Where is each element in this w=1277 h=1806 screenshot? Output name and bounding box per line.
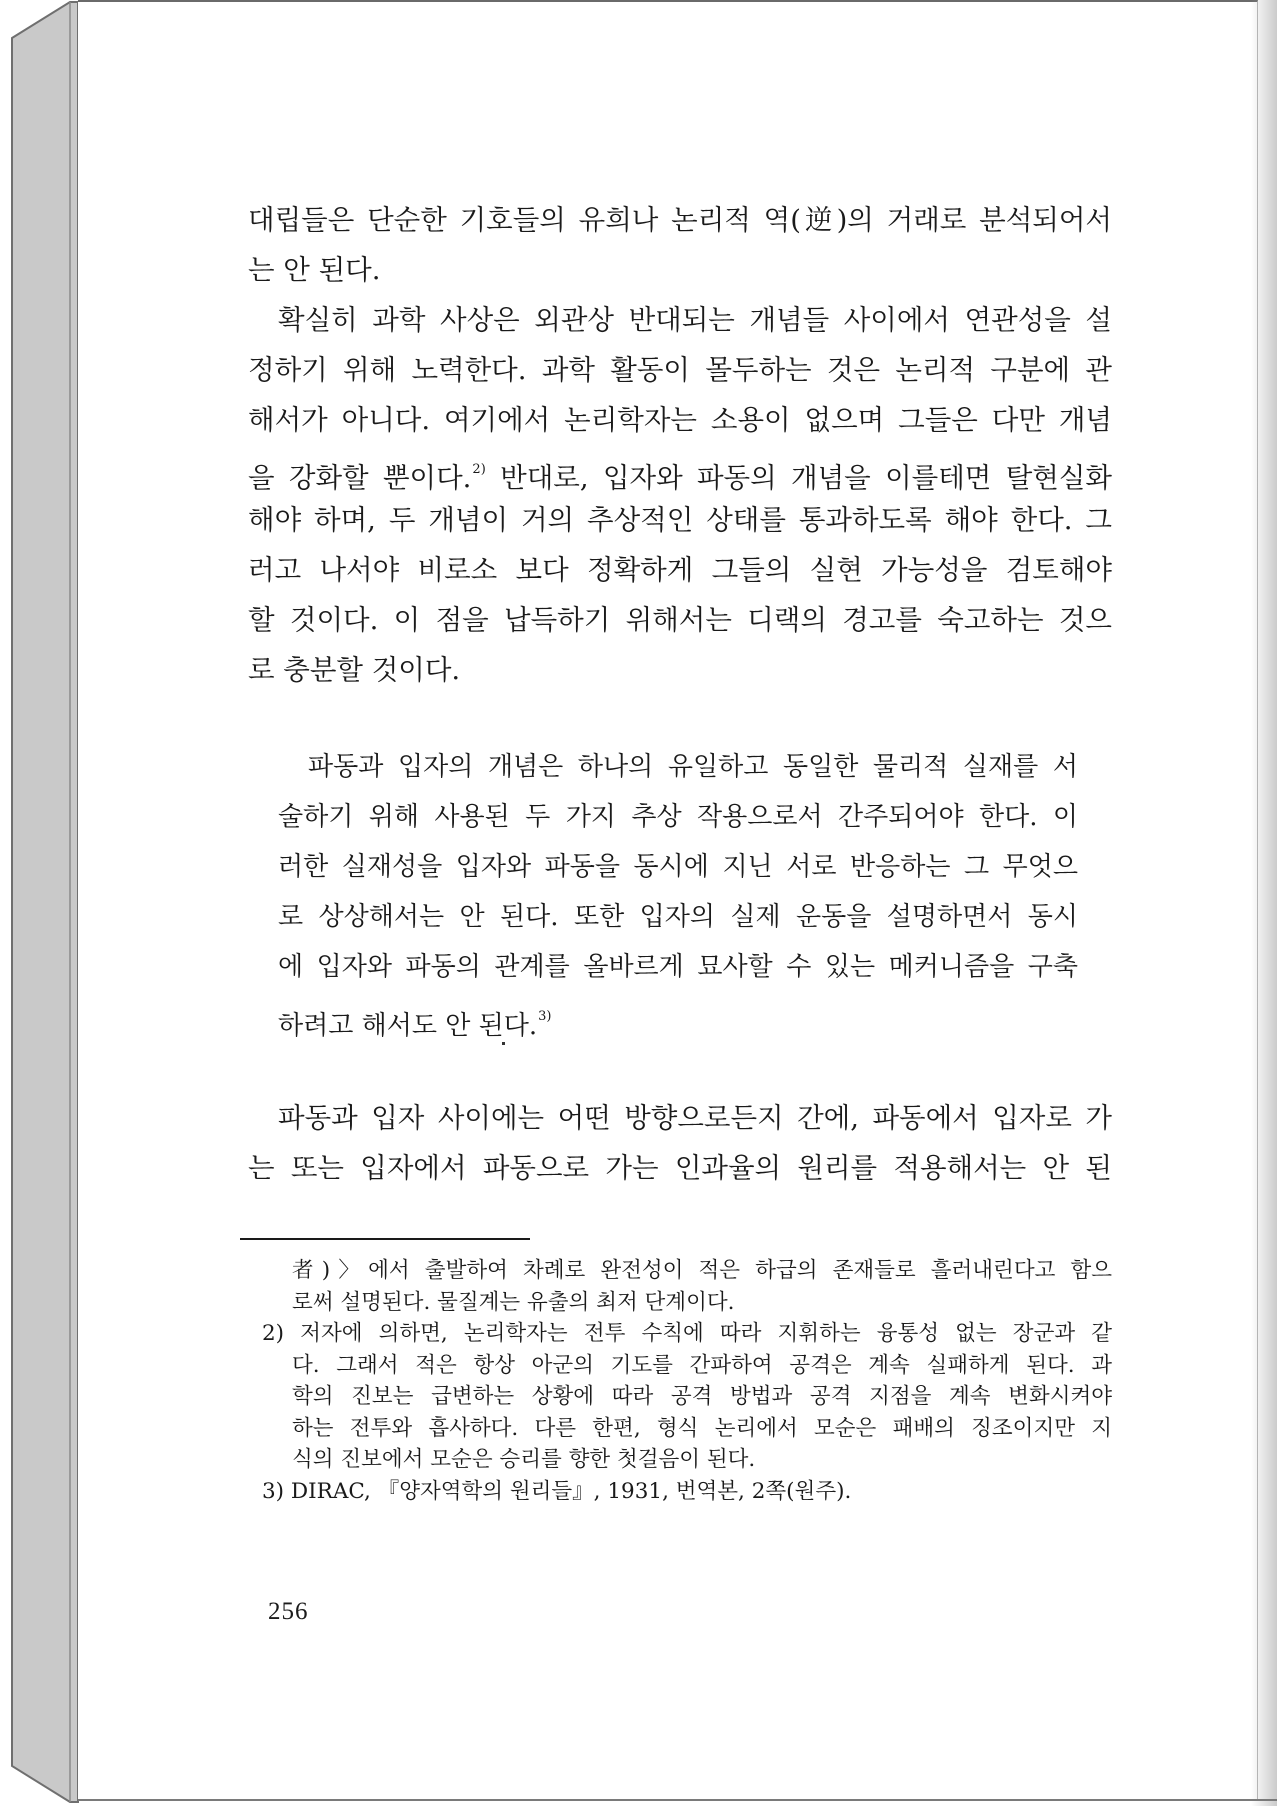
footnotes	[262, 1255, 1112, 1507]
footnote-marker-3: 3)	[538, 1009, 552, 1024]
text-line: 러고 나서야 비로소 보다 정확하게 그들의 실현 가능성을 검토해야	[248, 554, 1112, 586]
text-fragment: 반대로, 입자와 파동의 개념을 이를테면 탈현실화	[500, 462, 1112, 494]
quote-line: 에 입자와 파동의 관계를 올바르게 묘사할 수 있는 메커니즘을 구축	[278, 952, 1078, 982]
footnote-line: 다. 그래서 적은 항상 아군의 기도를 간파하여 공격은 계속 실패하게 된다. 과	[292, 1352, 1112, 1378]
footnote-line: 식의 진보에서 모순은 승리를 향한 첫걸음이 된다.	[292, 1447, 756, 1472]
text-line-with-note	[248, 445, 1112, 495]
text-line: 할 것이다. 이 점을 납득하기 위해서는 디랙의 경고를 숙고하는 것으	[248, 604, 1112, 636]
text-line: 파동과 입자 사이에는 어떤 방향으로든지 간에, 파동에서 입자로 가	[278, 1102, 1112, 1134]
print-speck	[502, 1042, 505, 1045]
text-line: 는 또는 입자에서 파동으로 가는 인과율의 원리를 적용해서는 안 된	[248, 1152, 1112, 1184]
footnote-3: 3) DIRAC, 『양자역학의 원리들』, 1931, 번역본, 2쪽(원주).	[262, 1478, 852, 1504]
footnote-separator	[240, 1238, 530, 1240]
book-spine	[0, 0, 80, 1806]
page-bottom-edge	[78, 1799, 1277, 1801]
text-fragment: 을 강화할 뿐이다.	[248, 462, 472, 494]
page-number: 256	[268, 1598, 309, 1625]
text-line: 확실히 과학 사상은 외관상 반대되는 개념들 사이에서 연관성을 설	[278, 304, 1112, 336]
footnote-line: 하는 전투와 흡사하다. 다른 한편, 형식 논리에서 모순은 패배의 징조이지만 지	[292, 1415, 1112, 1441]
block-quote	[278, 742, 1078, 1042]
text-line: 해서가 아니다. 여기에서 논리학자는 소용이 없으며 그들은 다만 개념	[248, 404, 1112, 436]
footnote-line: 로써 설명된다. 물질계는 유출의 최저 단계이다.	[292, 1289, 735, 1315]
text-line: 로 충분할 것이다.	[248, 654, 461, 686]
quote-line: 로 상상해서는 안 된다. 또한 입자의 실제 운동을 설명하면서 동시	[278, 902, 1078, 932]
text-line: 정하기 위해 노력한다. 과학 활동이 몰두하는 것은 논리적 구분에 관	[248, 354, 1112, 386]
text-line: 대립들은 단순한 기호들의 유희나 논리적 역(逆)의 거래로 분석되어서	[248, 204, 1112, 236]
paragraph-2	[248, 295, 1112, 695]
page-edge-shadow	[1251, 0, 1277, 1806]
quote-line: 술하기 위해 사용된 두 가지 추상 작용으로서 간주되어야 한다. 이	[278, 802, 1078, 832]
footnote-2: 2) 저자에 의하면, 논리학자는 전투 수칙에 따라 지휘하는 융통성 없는 장군과 같	[262, 1321, 1112, 1346]
text-fragment: 하려고 해서도 안 된다.	[278, 1011, 538, 1041]
text-line: 는 안 된다.	[248, 254, 381, 286]
paragraph-3	[248, 1093, 1112, 1193]
footnote-line: 학의 진보는 급변하는 상황에 따라 공격 방법과 공격 지점을 계속 변화시켜야	[292, 1384, 1112, 1409]
paragraph-1	[248, 195, 1112, 295]
text-line: 해야 하며, 두 개념이 거의 추상적인 상태를 통과하도록 해야 한다. 그	[248, 504, 1112, 536]
footnote-marker-2: 2)	[472, 462, 486, 477]
quote-line: 파동과 입자의 개념은 하나의 유일하고 동일한 물리적 실재를 서	[308, 752, 1078, 782]
quote-line	[278, 992, 1078, 1042]
footnote-line: 者)〉에서 출발하여 차례로 완전성이 적은 하급의 존재들로 흘러내린다고 함으	[292, 1258, 1112, 1283]
quote-line: 러한 실재성을 입자와 파동을 동시에 지닌 서로 반응하는 그 무엇으	[278, 852, 1078, 882]
